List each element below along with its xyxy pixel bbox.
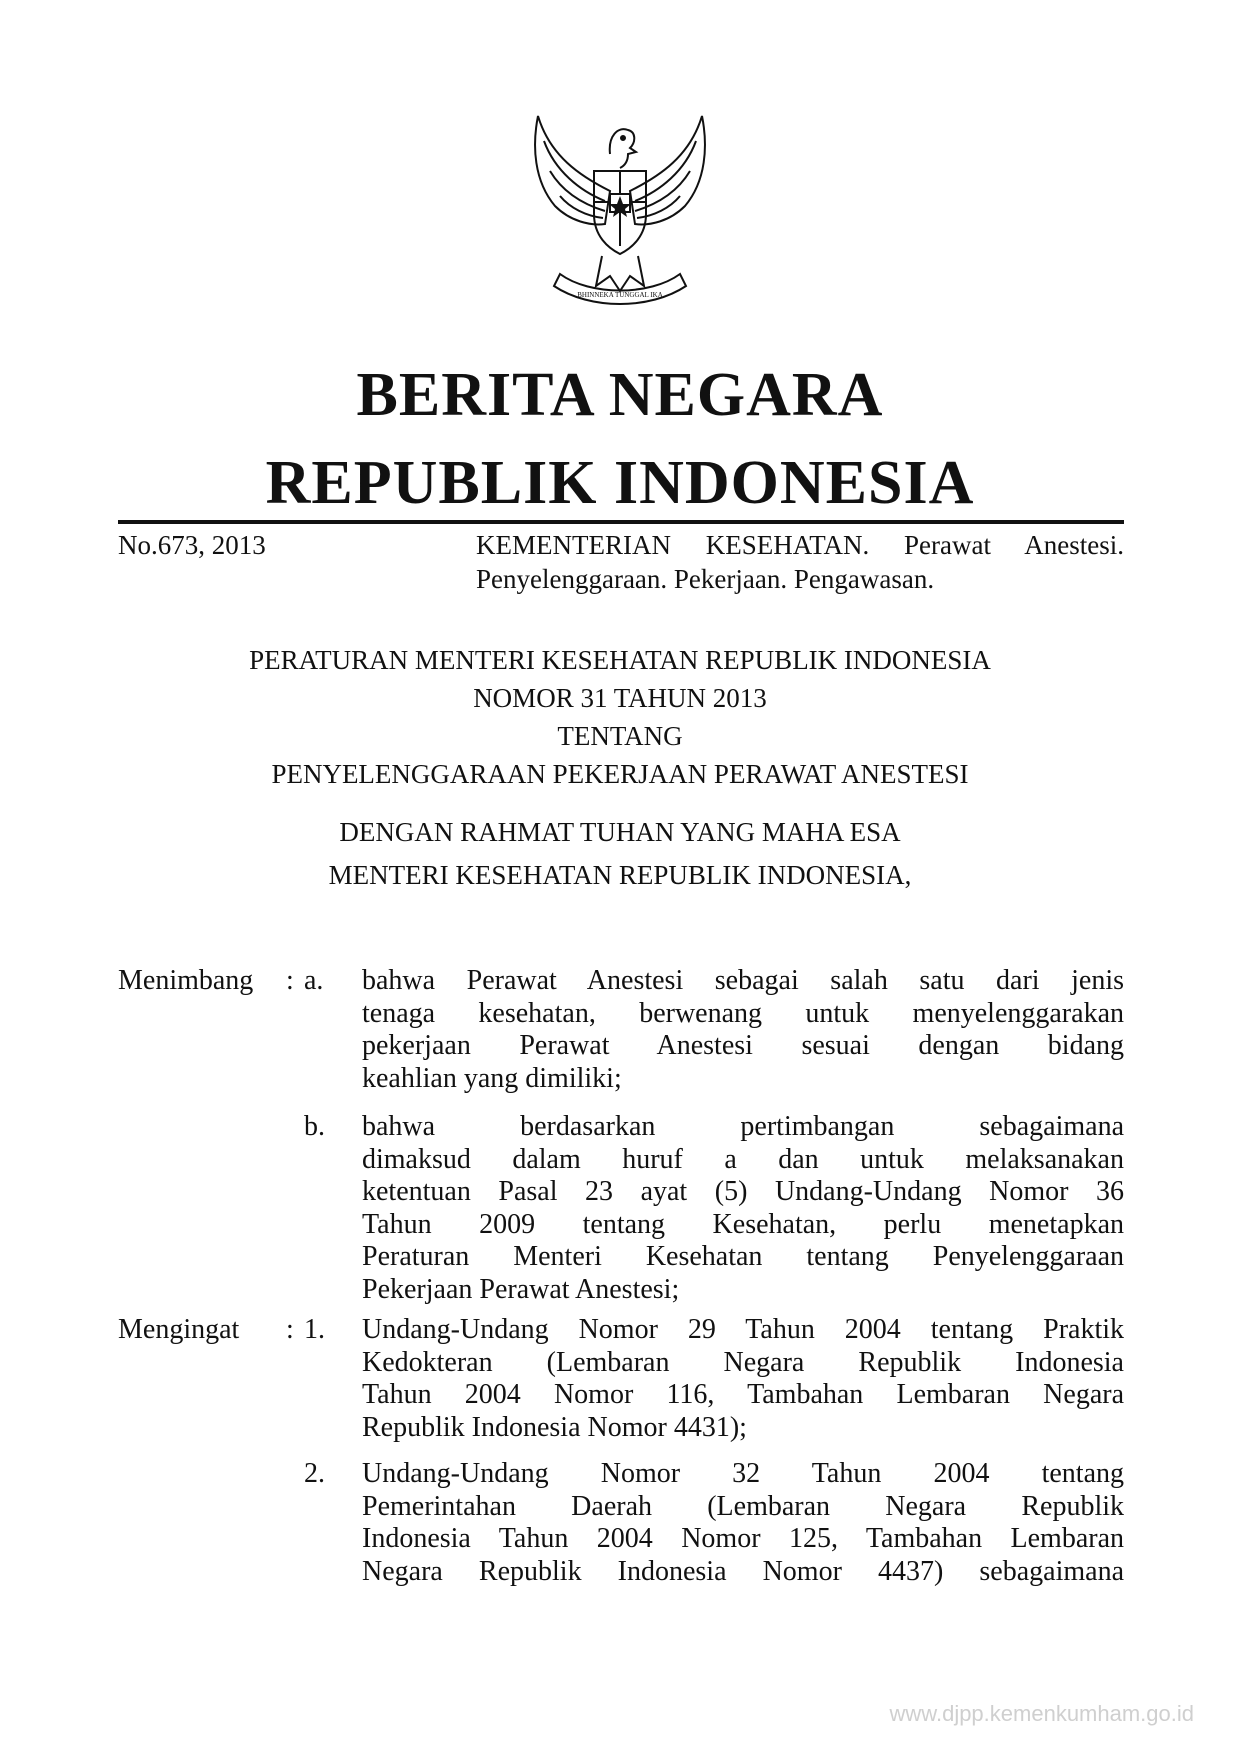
mengingat-item-1 <box>362 1314 1124 1444</box>
text-line: bahwa berdasarkan pertimbangan sebagaimana <box>362 1111 1124 1142</box>
source-watermark: www.djpp.kemenkumham.go.id <box>889 1701 1194 1726</box>
menimbang-marker-a: a. <box>304 965 324 996</box>
menimbang-item-a <box>362 965 1124 1095</box>
text-line: Tahun 2009 tentang Kesehatan, perlu menetapkan <box>362 1208 1124 1240</box>
mengingat-item-2 <box>362 1458 1124 1588</box>
mengingat-label: Mengingat <box>118 1314 240 1345</box>
mengingat-marker-2: 2. <box>304 1458 325 1489</box>
text-line: ketentuan Pasal 23 ayat (5) Undang-Undang Nomor 36 <box>362 1176 1124 1207</box>
gazette-number: No.673, 2013 <box>118 530 266 560</box>
regulation-minister: MENTERI KESEHATAN REPUBLIK INDONESIA, <box>328 860 912 890</box>
text-line: Republik Indonesia Nomor 4431); <box>362 1411 747 1443</box>
regulation-title: PERATURAN MENTERI KESEHATAN REPUBLIK INDONESIA <box>249 645 991 675</box>
regulation-preamble: DENGAN RAHMAT TUHAN YANG MAHA ESA <box>339 817 901 847</box>
mengingat-colon: : <box>286 1314 294 1345</box>
subject-line2: Penyelenggaraan. Pekerjaan. Pengawasan. <box>476 564 935 594</box>
gazette-subject <box>476 528 1124 596</box>
menimbang-colon: : <box>286 965 294 996</box>
mengingat-marker-1: 1. <box>304 1314 325 1345</box>
text-line: Kedokteran (Lembaran Negara Republik Indonesia <box>362 1346 1124 1378</box>
text-line: dimaksud dalam huruf a dan untuk melaksanakan <box>362 1143 1124 1175</box>
gazette-title-line1: BERITA NEGARA <box>356 361 884 429</box>
text-line: tenaga kesehatan, berwenang untuk menyelenggarakan <box>362 997 1124 1029</box>
text-line: keahlian yang dimiliki; <box>362 1062 622 1094</box>
text-line: Tahun 2004 Nomor 116, Tambahan Lembaran Negara <box>362 1379 1124 1410</box>
text-line: Peraturan Menteri Kesehatan tentang Penyelenggaraan <box>362 1241 1124 1272</box>
regulation-about: TENTANG <box>557 721 683 751</box>
text-line: pekerjaan Perawat Anestesi sesuai dengan bidang <box>362 1030 1124 1061</box>
text-line: bahwa Perawat Anestesi sebagai salah satu dari jenis <box>362 965 1124 996</box>
text-line: Pekerjaan Perawat Anestesi; <box>362 1273 680 1305</box>
text-line: Pemerintahan Daerah (Lembaran Negara Republik <box>362 1490 1124 1522</box>
regulation-number: NOMOR 31 TAHUN 2013 <box>473 683 767 713</box>
emblem-motto: BHINNEKA TUNGGAL IKA <box>577 291 663 299</box>
regulation-subject: PENYELENGGARAAN PEKERJAAN PERAWAT ANESTESI <box>271 759 969 789</box>
title-divider <box>118 520 1124 524</box>
subject-line1: KEMENTERIAN KESEHATAN. Perawat Anestesi. <box>476 530 1124 560</box>
menimbang-label: Menimbang <box>118 965 254 996</box>
menimbang-item-b <box>362 1111 1124 1306</box>
text-line: Undang-Undang Nomor 32 Tahun 2004 tentang <box>362 1458 1124 1489</box>
text-line: Undang-Undang Nomor 29 Tahun 2004 tentang Praktik <box>362 1314 1124 1345</box>
gazette-title-line2: REPUBLIK INDONESIA <box>265 449 975 517</box>
garuda-emblem-icon <box>510 96 730 316</box>
text-line: Indonesia Tahun 2004 Nomor 125, Tambahan Lembaran <box>362 1523 1124 1554</box>
menimbang-marker-b: b. <box>304 1111 325 1142</box>
text-line: Negara Republik Indonesia Nomor 4437) sebagaimana <box>362 1555 1124 1587</box>
